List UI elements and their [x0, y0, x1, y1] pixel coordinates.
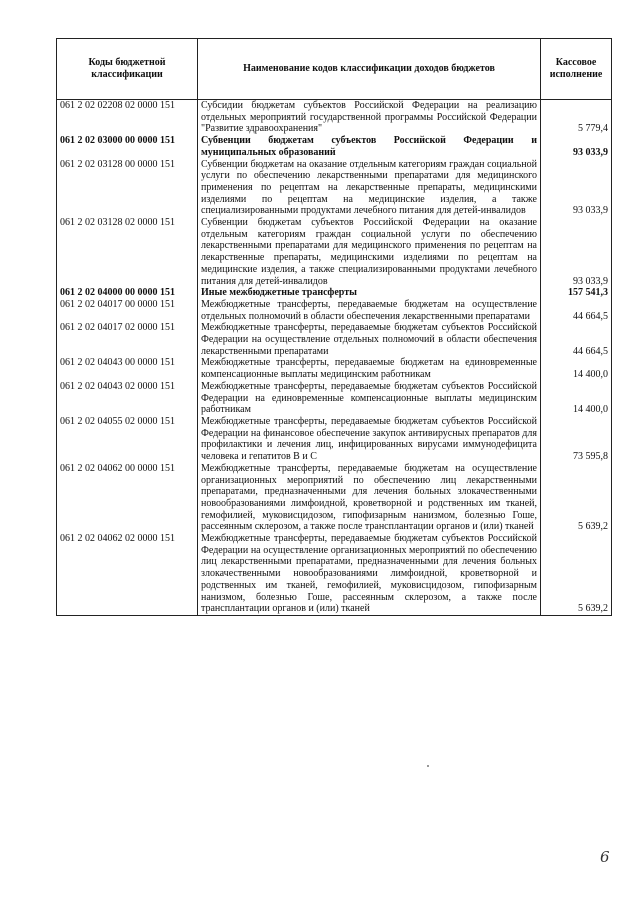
row-amount: 93 033,9: [541, 159, 612, 218]
row-name: Субвенции бюджетам на оказание отдельным категориям граждан социальной услуги по обеспечению лекарственными препаратами для медицинского применения по рецептам на лекарственные препараты, медицинскими изделиями по рецептам на медицинские изделия, а также специализированными продуктами лечебного питания для детей-инвалидов: [198, 159, 541, 218]
row-code: 061 2 02 03128 02 0000 151: [57, 217, 198, 287]
row-code: 061 2 02 04017 00 0000 151: [57, 299, 198, 322]
row-name: Межбюджетные трансферты, передаваемые бюджетам субъектов Российской Федерации на единовременные компенсационные выплаты медицинским работникам: [198, 381, 541, 416]
header-amount: Кассовое исполнение: [541, 39, 612, 100]
table-row: [57, 100, 612, 136]
row-code: 061 2 02 04000 00 0000 151: [57, 287, 198, 299]
row-name: Субсидии бюджетам субъектов Российской Федерации на реализацию отдельных мероприятий государственной программы Российской Федерации "Развитие здравоохранения": [198, 100, 541, 136]
table-row: [57, 533, 612, 615]
table-header-row: [57, 39, 612, 100]
row-amount: 14 400,0: [541, 381, 612, 416]
table-row: [57, 287, 612, 299]
row-code: 061 2 02 04043 00 0000 151: [57, 357, 198, 380]
row-name: Межбюджетные трансферты, передаваемые бюджетам субъектов Российской Федерации на осуществление организационных мероприятий по обеспечению лиц лекарственными препаратами, предназначенными для лечения больных злокачественными новообразованиями лимфоидной, кроветворной и родственных им тканей, гемофилией, муковисцидозом, гипофизарным нанизмом, болезнью Гоше, рассеянным склерозом, а также после трансплантации органов и (или) тканей: [198, 533, 541, 615]
table-row: [57, 217, 612, 287]
row-code: 061 2 02 02208 02 0000 151: [57, 100, 198, 136]
page-number: 6: [600, 848, 610, 866]
header-code: Коды бюджетной классификации: [57, 39, 198, 100]
row-amount: 5 639,2: [541, 533, 612, 615]
row-name: Межбюджетные трансферты, передаваемые бюджетам на единовременные компенсационные выплаты медицинским работникам: [198, 357, 541, 380]
scan-speck: [427, 765, 429, 767]
table-row: [57, 416, 612, 463]
row-amount: 14 400,0: [541, 357, 612, 380]
table-row: [57, 135, 612, 158]
row-amount: 73 595,8: [541, 416, 612, 463]
table-row: [57, 159, 612, 218]
row-name: Межбюджетные трансферты, передаваемые бюджетам субъектов Российской Федерации на финансовое обеспечение закупок антивирусных препаратов для профилактики и лечения лиц, инфицированных вирусами иммунодефицита человека и гепатитов В и С: [198, 416, 541, 463]
row-code: 061 2 02 03128 00 0000 151: [57, 159, 198, 218]
row-code: 061 2 02 04043 02 0000 151: [57, 381, 198, 416]
row-amount: 44 664,5: [541, 299, 612, 322]
row-code: 061 2 02 04062 02 0000 151: [57, 533, 198, 615]
row-amount: 93 033,9: [541, 135, 612, 158]
row-amount: 5 779,4: [541, 100, 612, 136]
table-row: [57, 322, 612, 357]
table-row: [57, 299, 612, 322]
row-name: Межбюджетные трансферты, передаваемые бюджетам на осуществление отдельных полномочий в области обеспечения лекарственными препаратами: [198, 299, 541, 322]
row-code: 061 2 02 03000 00 0000 151: [57, 135, 198, 158]
row-amount: 157 541,3: [541, 287, 612, 299]
table-row: [57, 381, 612, 416]
row-name: Субвенции бюджетам субъектов Российской Федерации на оказание отдельным категориям граждан социальной услуги по обеспечению лекарственными препаратами для медицинского применения по рецептам на лекарственные препараты, медицинскими изделиями по рецептам на медицинские изделия, а также специализированными продуктами лечебного питания для детей-инвалидов: [198, 217, 541, 287]
budget-revenue-table: [56, 38, 612, 616]
row-name: Межбюджетные трансферты, передаваемые бюджетам субъектов Российской Федерации на осуществление отдельных полномочий в области обеспечения лекарственными препаратами: [198, 322, 541, 357]
row-amount: 5 639,2: [541, 463, 612, 533]
row-name: Субвенции бюджетам субъектов Российской Федерации и муниципальных образований: [198, 135, 541, 158]
row-amount: 93 033,9: [541, 217, 612, 287]
table-row: [57, 463, 612, 533]
header-name: Наименование кодов классификации доходов бюджетов: [198, 39, 541, 100]
row-name: Межбюджетные трансферты, передаваемые бюджетам на осуществление организационных мероприятий по обеспечению лиц лекарственными препаратами, предназначенными для лечения больных злокачественными новообразованиями лимфоидной, кроветворной и родственных им тканей, гемофилией, муковисцидозом, гипофизарным нанизмом, болезнью Гоше, рассеянным склерозом, а также после трансплантации органов и (или) тканей: [198, 463, 541, 533]
row-amount: 44 664,5: [541, 322, 612, 357]
row-name: Иные межбюджетные трансферты: [198, 287, 541, 299]
row-code: 061 2 02 04017 02 0000 151: [57, 322, 198, 357]
table-row: [57, 357, 612, 380]
row-code: 061 2 02 04062 00 0000 151: [57, 463, 198, 533]
row-code: 061 2 02 04055 02 0000 151: [57, 416, 198, 463]
